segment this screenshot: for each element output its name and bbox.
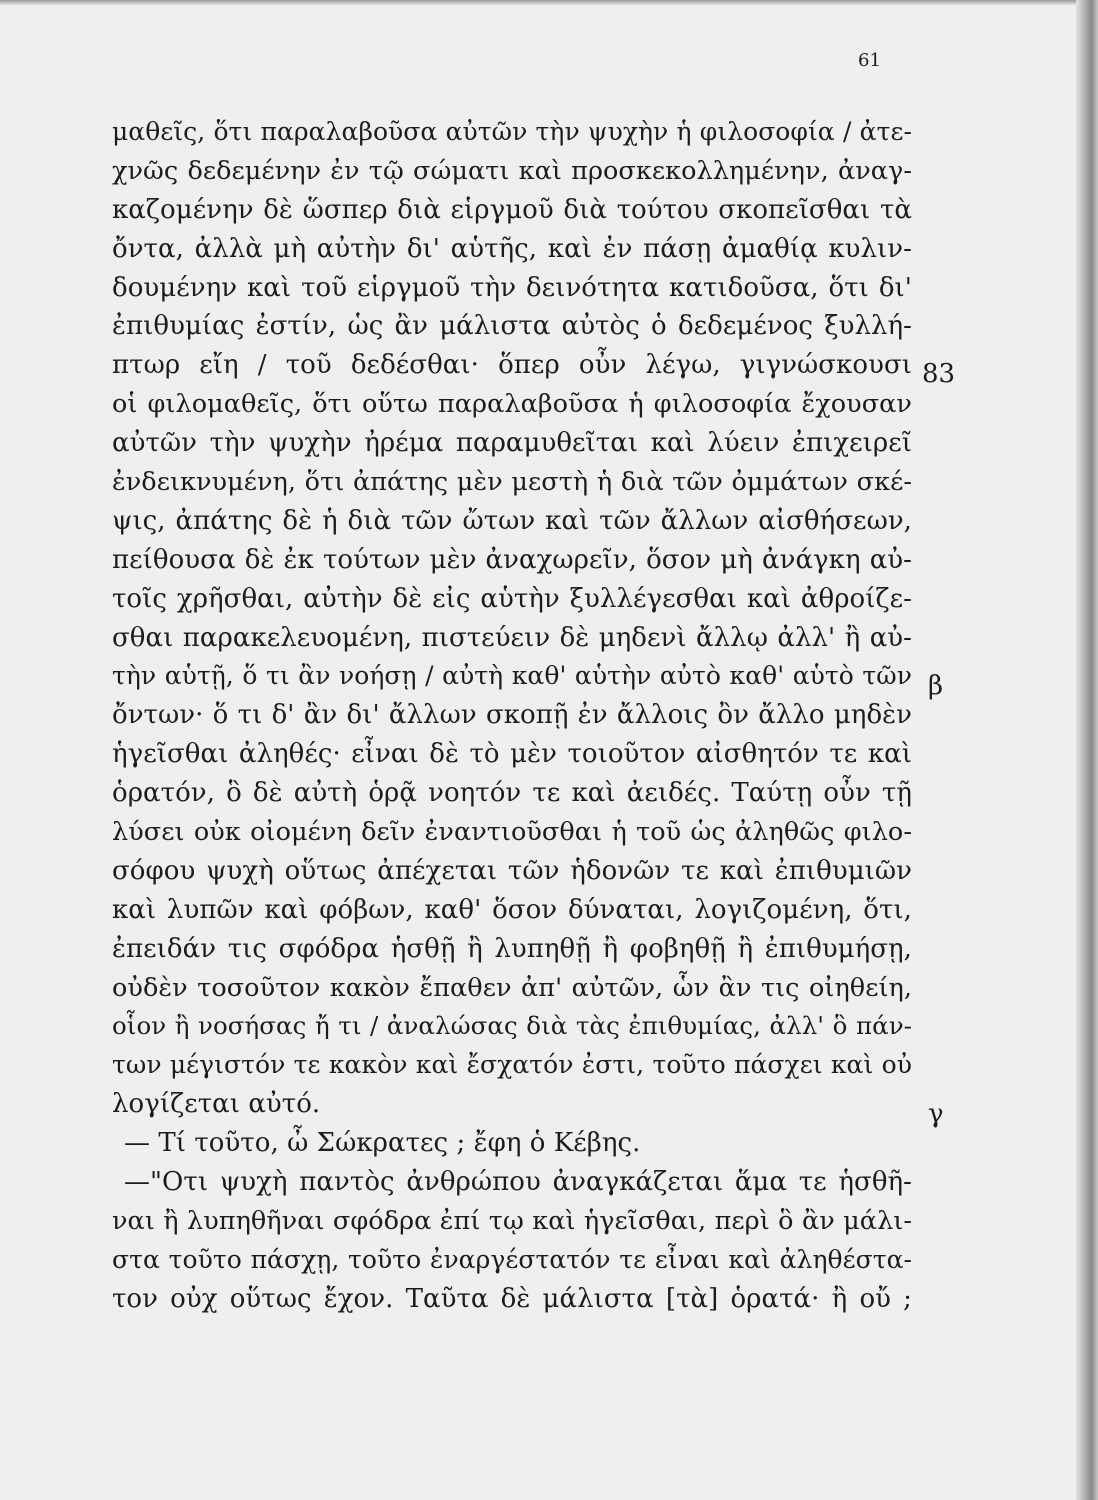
greek-text-body bbox=[112, 113, 912, 1319]
text-line: οἱ φιλομαθεῖς, ὅτι οὕτω παραλαβοῦσα ἡ φιλοσοφία ἔχουσαν bbox=[112, 389, 912, 420]
text-line: οἷον ἢ νοσήσας ἤ τι / ἀναλώσας διὰ τὰς ἐπιθυμίας, ἀλλ' ὃ πάν- bbox=[112, 1011, 912, 1041]
text-line: ἡγεῖσθαι ἀληθές· εἶναι δὲ τὸ μὲν τοιοῦτον αἰσθητόν τε καὶ bbox=[112, 739, 912, 770]
text-line: ἐπειδάν τις σφόδρα ἡσθῇ ἢ λυπηθῇ ἢ φοβηθῇ ἢ ἐπιθυμήσῃ, bbox=[112, 933, 912, 964]
text-line: ψις, ἀπάτης δὲ ἡ διὰ τῶν ὤτων καὶ τῶν ἄλλων αἰσθήσεων, bbox=[112, 505, 912, 536]
text-line: σόφου ψυχὴ οὕτως ἀπέχεται τῶν ἡδονῶν τε καὶ ἐπιθυμιῶν bbox=[112, 855, 912, 886]
text-line: λύσει οὐκ οἰομένη δεῖν ἐναντιοῦσθαι ἡ τοῦ ὡς ἀληθῶς φιλο- bbox=[112, 817, 912, 848]
margin-section-beta: β bbox=[928, 671, 944, 701]
text-line: ὄντα, ἀλλὰ μὴ αὐτὴν δι' αὑτῆς, καὶ ἐν πάσῃ ἀμαθίᾳ κυλιν- bbox=[112, 233, 912, 264]
text-line: μαθεῖς, ὅτι παραλαβοῦσα αὐτῶν τὴν ψυχὴν ἡ φιλοσοφία / ἀτε- bbox=[112, 117, 912, 146]
text-line: ὁρατόν, ὃ δὲ αὐτὴ ὁρᾷ νοητόν τε καὶ ἀειδές. Ταύτῃ οὖν τῇ bbox=[112, 778, 912, 809]
text-line: καζομένην δὲ ὥσπερ διὰ εἱργμοῦ διὰ τούτου σκοπεῖσθαι τὰ bbox=[112, 194, 912, 225]
text-line: των μέγιστόν τε κακὸν καὶ ἔσχατόν ἐστι, τοῦτο πάσχει καὶ οὐ bbox=[112, 1050, 912, 1080]
text-line: τὴν αὑτῇ, ὅ τι ἂν νοήσῃ / αὐτὴ καθ' αὑτὴν αὐτὸ καθ' αὑτὸ τῶν bbox=[112, 661, 912, 691]
dialogue-line: —"Οτι ψυχὴ παντὸς ἀνθρώπου ἀναγκάζεται ἅμα τε ἡσθῆ- bbox=[124, 1167, 912, 1198]
text-line: χνῶς δεδεμένην ἐν τῷ σώματι καὶ προσκεκολλημένην, ἀναγ- bbox=[112, 155, 912, 186]
text-line: ὄντων· ὅ τι δ' ἂν δι' ἄλλων σκοπῇ ἐν ἄλλοις ὂν ἄλλο μηδὲν bbox=[112, 700, 912, 731]
page-top-edge bbox=[0, 0, 1098, 5]
text-line: πείθουσα δὲ ἐκ τούτων μὲν ἀναχωρεῖν, ὅσον μὴ ἀνάγκη αὐ- bbox=[112, 544, 912, 575]
text-line: οὐδὲν τοσοῦτον κακὸν ἔπαθεν ἀπ' αὐτῶν, ὧν ἂν τις οἰηθείη, bbox=[112, 972, 912, 1003]
text-line: σθαι παρακελευομένη, πιστεύειν δὲ μηδενὶ ἄλλῳ ἀλλ' ἢ αὐ- bbox=[112, 622, 912, 653]
text-line: δουμένην καὶ τοῦ εἱργμοῦ τὴν δεινότητα κατιδοῦσα, ὅτι δι' bbox=[112, 272, 912, 303]
text-line: λογίζεται αὐτό. bbox=[112, 1089, 321, 1120]
text-line: ναι ἢ λυπηθῆναι σφόδρα ἐπί τῳ καὶ ἡγεῖσθαι, περὶ ὃ ἂν μάλι- bbox=[112, 1205, 912, 1236]
text-line: στα τοῦτο πάσχῃ, τοῦτο ἐναργέστατόν τε εἶναι καὶ ἀληθέστα- bbox=[112, 1244, 912, 1274]
page-number: 61 bbox=[858, 50, 881, 71]
text-line: ἐπιθυμίας ἐστίν, ὡς ἂν μάλιστα αὐτὸς ὁ δεδεμένος ξυλλή- bbox=[112, 311, 912, 342]
text-line: πτωρ εἴη / τοῦ δεδέσθαι· ὅπερ οὖν λέγω, γιγνώσκουσι bbox=[112, 350, 912, 381]
margin-section-gamma: γ bbox=[928, 1099, 944, 1129]
text-line: τοῖς χρῆσθαι, αὐτὴν δὲ εἰς αὑτὴν ξυλλέγεσθαι καὶ ἀθροίζε- bbox=[112, 583, 912, 614]
book-spine-edge bbox=[1076, 0, 1098, 1500]
text-line: αὐτῶν τὴν ψυχὴν ἠρέμα παραμυθεῖται καὶ λύειν ἐπιχειρεῖ bbox=[112, 428, 912, 459]
text-line: τον οὐχ οὕτως ἔχον. Ταῦτα δὲ μάλιστα [τὰ] ὁρατά· ἢ οὔ ; bbox=[112, 1283, 912, 1314]
text-line: καὶ λυπῶν καὶ φόβων, καθ' ὅσον δύναται, λογιζομένη, ὅτι, bbox=[112, 894, 912, 925]
margin-stephanus-83: 83 bbox=[922, 359, 956, 389]
dialogue-line: — Τί τοῦτο, ὦ Σώκρατες ; ἔφη ὁ Κέβης. bbox=[124, 1128, 641, 1159]
text-line: ἐνδεικνυμένη, ὅτι ἀπάτης μὲν μεστὴ ἡ διὰ τῶν ὀμμάτων σκέ- bbox=[112, 467, 912, 498]
